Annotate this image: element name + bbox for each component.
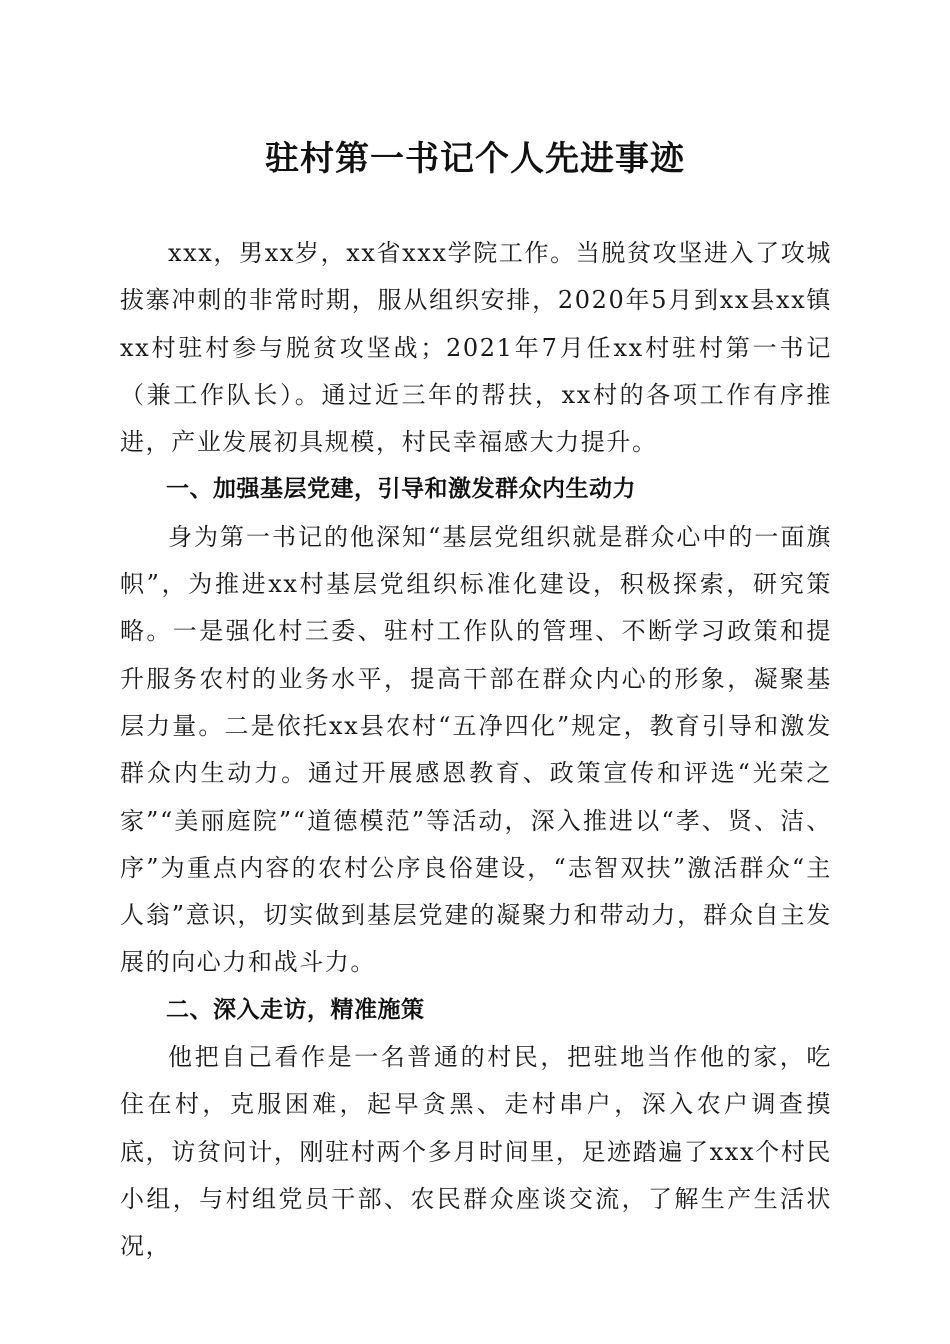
section-1-heading: 一、加强基层党建，引导和激发群众内生动力 [166,476,636,503]
document-title: 驻村第一书记个人先进事迹 [265,139,685,179]
section-2-paragraph: 他把自己看作是一名普通的村民，把驻地当作他的家，吃住在村，克服困难，起早贪黑、走村串户，深入农户调查摸底，访贫问计，刚驻村两个多月时间里，足迹踏遍了xxx个村民小组，与村组党员干部、农民群众座谈交流，了解生产生活状况， [120,1043,832,1261]
document-body [120,230,832,1271]
section-1-paragraph: 身为第一书记的他深知“基层党组织就是群众心中的一面旗帜”，为推进xx村基层党组织标准化建设，积极探索，研究策略。一是强化村三委、驻村工作队的管理、不断学习政策和提升服务农村的业务水平，提高干部在群众内心的形象，凝聚基层力量。二是依托xx县农村“五净四化”规定，教育引导和激发群众内生动力。通过开展感恩教育、政策宣传和评选“光荣之家”“美丽庭院”“道德模范”等活动，深入推进以“孝、贤、洁、序”为重点内容的农村公序良俗建设，“志智双扶”激活群众“主人翁”意识，切实做到基层党建的凝聚力和带动力，群众自主发展的向心力和战斗力。 [120,522,832,977]
section-2-heading: 二、深入走访，精准施策 [166,996,425,1023]
intro-paragraph: xxx，男xx岁，xx省xxx学院工作。当脱贫攻坚进入了攻城拔寨冲刺的非常时期，服从组织安排，2020年5月到xx县xx镇xx村驻村参与脱贫攻坚战；2021年7月任xx村驻村第一书记（兼工作队长）。通过近三年的帮扶，xx村的各项工作有序推进，产业发展初具规模，村民幸福感大力提升。 [120,239,832,457]
